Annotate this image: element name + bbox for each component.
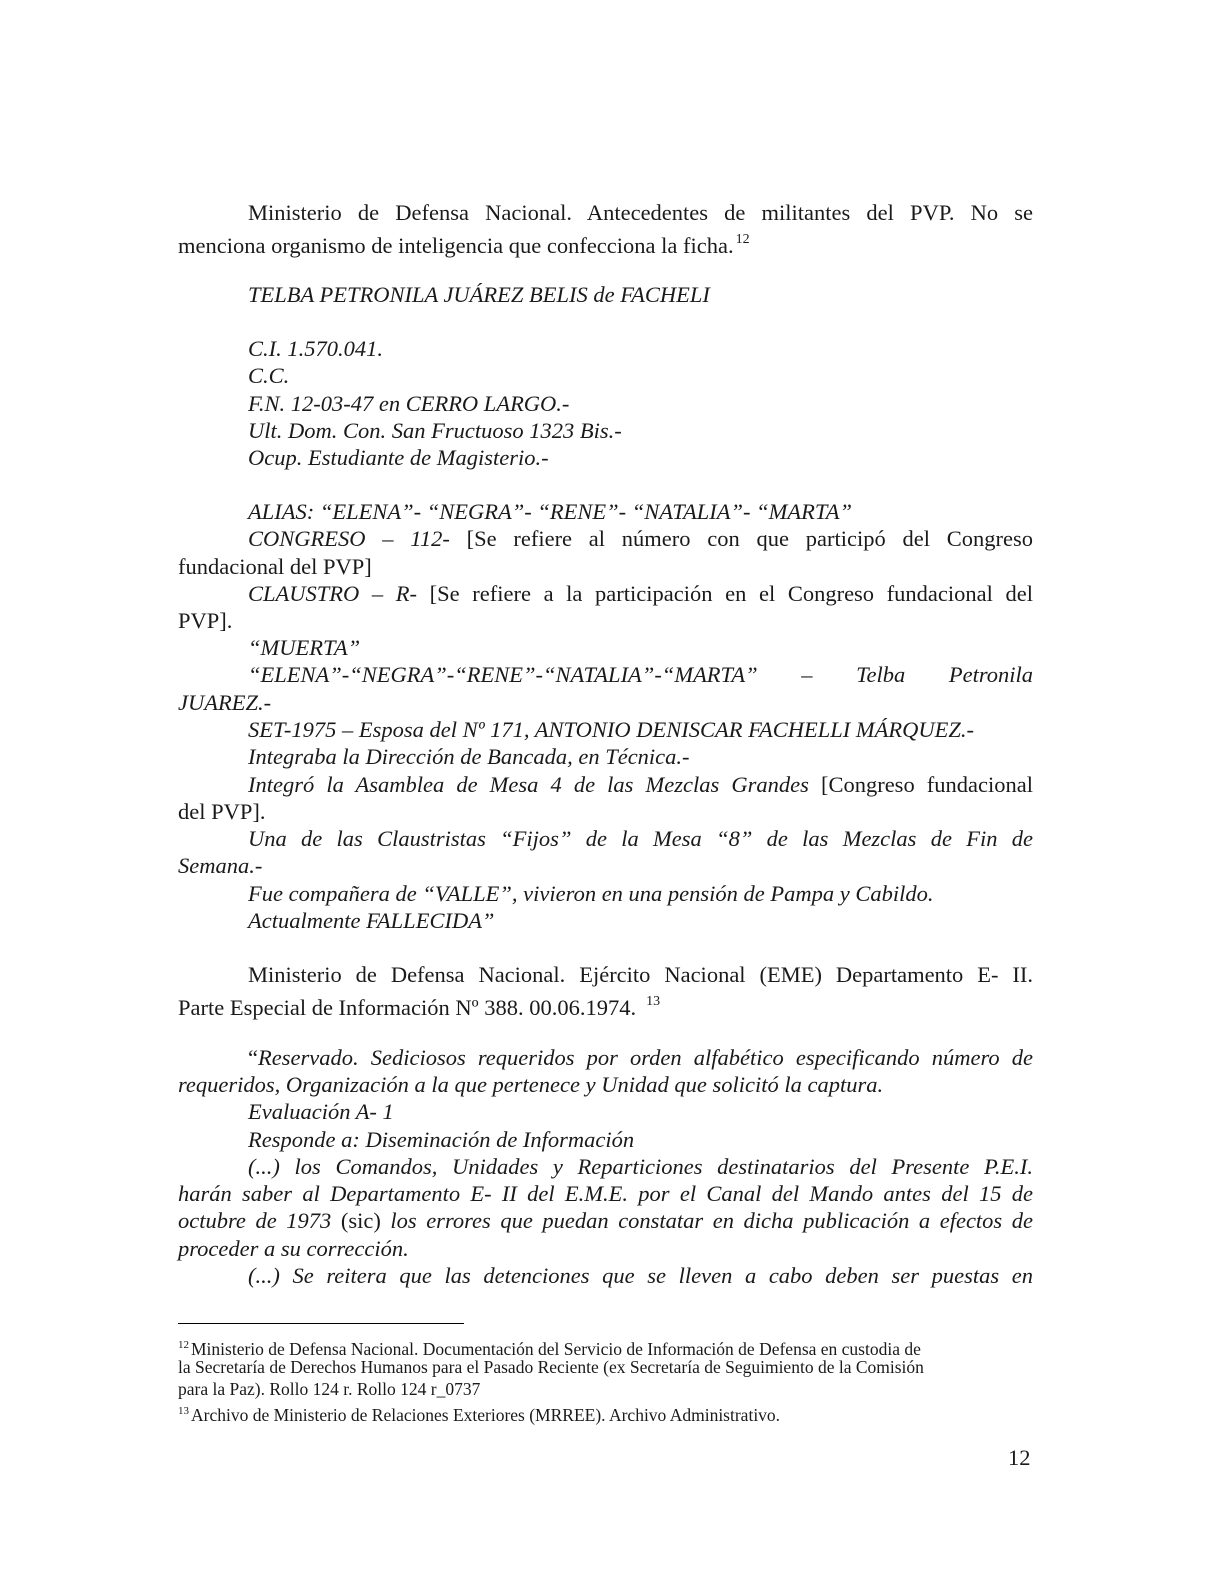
paragraph-line: Evaluación A- 1: [248, 1099, 394, 1124]
record-occupation: Ocup. Estudiante de Magisterio.-: [248, 445, 549, 470]
page-number: 12: [1008, 1445, 1031, 1470]
paragraph-line: requeridos, Organización a la que pertenece y Unidad que solicitó la captura.: [178, 1072, 884, 1097]
footnote-ref[interactable]: 12: [735, 232, 750, 247]
record-birth: F.N. 12-03-47 en CERRO LARGO.-: [248, 391, 570, 416]
paragraph-line: Semana.-: [178, 853, 263, 878]
footnote-separator: [178, 1323, 464, 1324]
footnote-line: la Secretaría de Derechos Humanos para el Pasado Reciente (ex Secretaría de Seguimiento de la Comisión: [178, 1357, 924, 1377]
paragraph-line: Integraba la Dirección de Bancada, en Técnica.-: [248, 744, 690, 769]
paragraph-line: JUAREZ.-: [178, 690, 272, 715]
paragraph-line: Fue compañera de “VALLE”, vivieron en una pensión de Pampa y Cabildo.: [248, 881, 934, 906]
paragraph-line: CLAUSTRO – R- [Se refiere a la participación en el Congreso fundacional del: [248, 581, 1033, 606]
footnote-line: para la Paz). Rollo 124 r. Rollo 124 r_0737: [178, 1379, 481, 1399]
record-ci: C.I. 1.570.041.: [248, 336, 383, 361]
paragraph-line: (...) los Comandos, Unidades y Reparticiones destinatarios del Presente P.E.I.: [248, 1154, 1033, 1179]
paragraph-line: CONGRESO – 112- [Se refiere al número con que participó del Congreso: [248, 526, 1033, 551]
footnote-ref[interactable]: 13: [646, 994, 661, 1009]
paragraph-line: octubre de 1973 (sic) los errores que puedan constatar en dicha publicación a efectos de: [178, 1208, 1033, 1233]
record-cc: C.C.: [248, 363, 290, 388]
paragraph-line: PVP].: [178, 608, 233, 633]
paragraph-line: fundacional del PVP]: [178, 554, 372, 579]
paragraph-line: del PVP].: [178, 799, 266, 824]
paragraph-line: (...) Se reitera que las detenciones que se lleven a cabo deben ser puestas en: [248, 1263, 1033, 1288]
footnote-12: $^{12}$ Ministerio de Defensa Nacional. Documentación del Servicio de Información de Defensa en custodia de: [178, 1339, 921, 1359]
paragraph-line: Ministerio de Defensa Nacional. Antecedentes de militantes del PVP. No se: [248, 200, 1033, 225]
paragraph-line: Integró la Asamblea de Mesa 4 de las Mezclas Grandes [Congreso fundacional: [248, 772, 1033, 797]
footnote-13: $^{13}$ Archivo de Ministerio de Relaciones Exteriores (MRREE). Archivo Administrativo.: [178, 1405, 781, 1425]
paragraph-line: Ministerio de Defensa Nacional. Ejército Nacional (EME) Departamento E- II.: [248, 962, 1033, 987]
record-alias: ALIAS: “ELENA”- “NEGRA”- “RENE”- “NATALIA”- “MARTA”: [248, 499, 853, 524]
paragraph-line: “ELENA”-“NEGRA”-“RENE”-“NATALIA”-“MARTA” – Telba Petronila: [248, 662, 1033, 687]
paragraph-line: Responde a: Diseminación de Información: [248, 1127, 635, 1152]
paragraph-line: proceder a su corrección.: [178, 1236, 409, 1261]
paragraph-line: Actualmente FALLECIDA”: [248, 908, 495, 933]
paragraph-line: Parte Especial de Información Nº 388. 00.06.1974. $^{13}$: [178, 994, 661, 1020]
paragraph-line: menciona organismo de inteligencia que confecciona la ficha. $^{12}$: [178, 232, 750, 258]
paragraph-line: Una de las Claustristas “Fijos” de la Mesa “8” de las Mezclas de Fin de: [248, 826, 1033, 851]
paragraph-line: harán saber al Departamento E- II del E.M.E. por el Canal del Mando antes del 15 de: [178, 1181, 1033, 1206]
paragraph-line: “Reservado. Sediciosos requeridos por orden alfabético especificando número de: [248, 1045, 1033, 1070]
paragraph-line: “MUERTA”: [248, 635, 361, 660]
record-domicile: Ult. Dom. Con. San Fructuoso 1323 Bis.-: [248, 418, 622, 443]
paragraph-line: SET-1975 – Esposa del Nº 171, ANTONIO DENISCAR FACHELLI MÁRQUEZ.-: [248, 717, 974, 742]
person-name: TELBA PETRONILA JUÁREZ BELIS de FACHELI: [248, 282, 710, 307]
